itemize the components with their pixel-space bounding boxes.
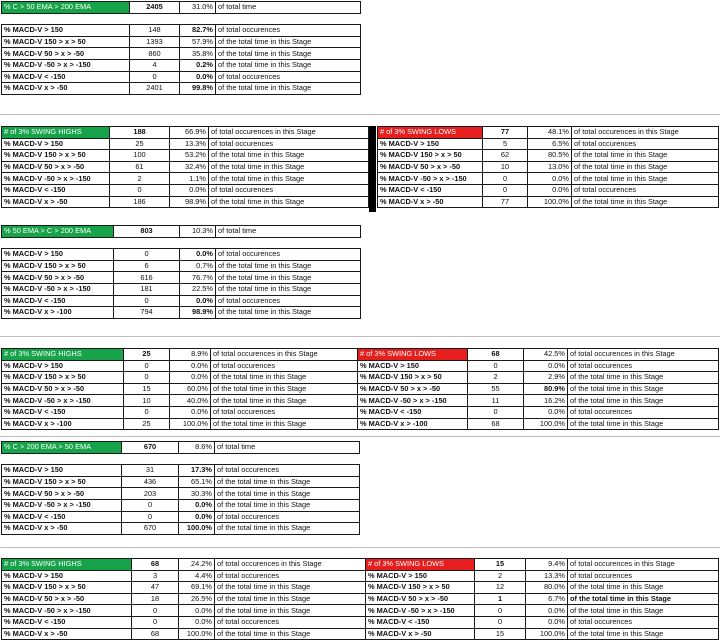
table-row: % MACD-V 50 > x > -50 1 6.7% of the total time in this Stage — [366, 593, 719, 605]
stage1-count: 2405 — [130, 2, 180, 14]
stage2-pct: 10.3% — [180, 226, 216, 238]
stage2-count: 803 — [114, 226, 180, 238]
table-row: % MACD-V -50 > x > -150 0 0.0% of the total time in this Stage — [378, 173, 719, 185]
table-row: % MACD-V -50 > x > -150 0 0.0% of the total time in this Stage — [366, 605, 719, 617]
table-row: % MACD-V < -150 0 0.0% of total occurences — [2, 406, 358, 418]
table-row: % MACD-V > 150 0 0.0% of total occurences — [2, 249, 361, 261]
table-row: % MACD-V -50 > x > -150 11 16.2% of the total time in this Stage — [358, 395, 719, 407]
table-row: % MACD-V 150 > x > 50 436 65.1% of the total time in this Stage — [2, 476, 360, 488]
table-row: % MACD-V < -150 0 0.0% of total occurences — [2, 511, 360, 523]
stage2-swing-highs-table: # of 3% SWING HIGHS 25 8.9% of total occurences in this Stage % MACD-V > 150 0 0.0% of total occurences % MACD-V 150 > x > 50 0 0.0% of the total time in this Stage % MACD-V 50 > x > -50 15 60.0% of the total time in this Stage % MACD-V -50 > x > -150 10 40.0% of the total time in this Stage % MACD-V < -150 0 0.0% of total occurences % MACD-V x > -100 25 100.0% of the total time in this Stage — [1, 348, 358, 430]
black-separator-bar — [369, 126, 376, 212]
table-row: % MACD-V < -150 0 0.0% of total occurences — [366, 616, 719, 628]
stage1-swing-highs-table: # of 3% SWING HIGHS 188 66.9% of total occurences in this Stage % MACD-V > 150 25 13.3% of total occurences % MACD-V 150 > x > 50 100 53.2% of the total time in this Stage % MACD-V 50 > x > -50 61 32.4% of the total time in this Stage % MACD-V -50 > x > -150 2 1.1% of the total time in this Stage % MACD-V < -150 0 0.0% of total occurences % MACD-V x > -50 186 98.9% of the total time in this Stage — [1, 126, 369, 208]
table-row: % MACD-V > 150 31 17.3% of total occurences — [2, 465, 360, 477]
stage3-header-row — [2, 442, 360, 454]
stage3-pct: 8.6% — [179, 442, 215, 454]
table-row: % MACD-V 50 > x > -50 18 26.5% of the total time in this Stage — [2, 593, 366, 605]
section-divider — [0, 336, 720, 337]
stage3-swing-lows-table: # of 3% SWING LOWS 15 9.4% of total occurences in this Stage % MACD-V > 150 2 13.3% of total occurences % MACD-V 150 > x > 50 12 80.0% of the total time in this Stage % MACD-V 50 > x > -50 1 6.7% of the total time in this Stage % MACD-V -50 > x > -150 0 0.0% of the total time in this Stage % MACD-V < -150 0 0.0% of total occurences % MACD-V x > -50 15 100.0% of the total time in this Stage — [365, 558, 719, 640]
table-row: % MACD-V x > -50 186 98.9% of the total time in this Stage — [2, 196, 369, 208]
section-divider — [0, 547, 720, 548]
table-row: % MACD-V > 150 5 6.5% of total occurences — [378, 138, 719, 150]
section-divider — [0, 436, 720, 437]
table-row: % MACD-V -50 > x > -150 181 22.5% of the total time in this Stage — [2, 283, 361, 295]
table-row: % MACD-V < -150 0 0.0% of total occurences — [2, 616, 366, 628]
spacer-row — [2, 453, 360, 465]
stage3-swing-highs-table: # of 3% SWING HIGHS 68 24.2% of total occurences in this Stage % MACD-V > 150 3 4.4% of total occurences % MACD-V 150 > x > 50 47 69.1% of the total time in this Stage % MACD-V 50 > x > -50 18 26.5% of the total time in this Stage % MACD-V -50 > x > -150 0 0.0% of the total time in this Stage % MACD-V < -150 0 0.0% of total occurences % MACD-V x > -50 68 100.0% of the total time in this Stage — [1, 558, 366, 640]
table-row: % MACD-V 50 > x > -50 860 35.8% of the total time in this Stage — [2, 48, 361, 60]
stage3-desc: of total time — [215, 442, 360, 454]
table-row: % MACD-V > 150 25 13.3% of total occurences — [2, 138, 369, 150]
table-row: % MACD-V 150 > x > 50 2 2.9% of the total time in this Stage — [358, 372, 719, 384]
section-divider — [0, 114, 720, 115]
table-row: % MACD-V > 150 148 82.7% of total occurences — [2, 25, 361, 37]
stage2-label: % 50 EMA > C > 200 EMA — [2, 226, 114, 238]
table-row: % MACD-V 50 > x > -50 10 13.0% of the total time in this Stage — [378, 161, 719, 173]
table-row: % MACD-V 50 > x > -50 15 60.0% of the total time in this Stage — [2, 383, 358, 395]
table-row: % MACD-V < -150 0 0.0% of total occurences — [2, 184, 369, 196]
table-row: % MACD-V 150 > x > 50 6 0.7% of the total time in this Stage — [2, 260, 361, 272]
table-row: % MACD-V 150 > x > 50 12 80.0% of the total time in this Stage — [366, 582, 719, 594]
stage3-count: 670 — [122, 442, 179, 454]
table-row: % MACD-V x > -50 670 100.0% of the total time in this Stage — [2, 523, 360, 535]
table-row: % MACD-V -50 > x > -150 2 1.1% of the total time in this Stage — [2, 173, 369, 185]
table-row: % MACD-V 50 > x > -50 61 32.4% of the total time in this Stage — [2, 161, 369, 173]
table-row: % MACD-V 50 > x > -50 616 76.7% of the total time in this Stage — [2, 272, 361, 284]
table-row: % MACD-V 150 > x > 50 47 69.1% of the total time in this Stage — [2, 582, 366, 594]
table-row: % MACD-V x > -100 794 98.9% of the total time in this Stage — [2, 307, 361, 319]
stage3-label: % C > 200 EMA > 50 EMA — [2, 442, 122, 454]
table-row: % MACD-V > 150 0 0.0% of total occurences — [358, 360, 719, 372]
table-row: % MACD-V 50 > x > -50 55 80.9% of the total time in this Stage — [358, 383, 719, 395]
stage1-header-row — [2, 2, 361, 14]
stage1-summary-table — [1, 1, 361, 95]
table-row: % MACD-V 50 > x > -50 203 30.3% of the total time in this Stage — [2, 488, 360, 500]
table-row: % MACD-V 150 > x > 50 62 80.5% of the total time in this Stage — [378, 150, 719, 162]
stage2-desc: of total time — [216, 226, 361, 238]
table-row: % MACD-V > 150 2 13.3% of total occurences — [366, 570, 719, 582]
table-row: % MACD-V x > -50 15 100.0% of the total time in this Stage — [366, 628, 719, 640]
table-row: % MACD-V 150 > x > 50 0 0.0% of the total time in this Stage — [2, 372, 358, 384]
table-row: % MACD-V < -150 0 0.0% of total occurences — [2, 295, 361, 307]
table-row: % MACD-V 150 > x > 50 100 53.2% of the total time in this Stage — [2, 150, 369, 162]
table-row: % MACD-V -50 > x > -150 10 40.0% of the total time in this Stage — [2, 395, 358, 407]
table-row: % MACD-V < -150 0 0.0% of total occurences — [358, 406, 719, 418]
stage1-desc: of total time — [216, 2, 361, 14]
stage1-pct: 31.0% — [180, 2, 216, 14]
table-row: % MACD-V -50 > x > -150 0 0.0% of the total time in this Stage — [2, 605, 366, 617]
spacer-row — [2, 13, 361, 25]
stage1-swing-lows-table: # of 3% SWING LOWS 77 48.1% of total occurences in this Stage % MACD-V > 150 5 6.5% of total occurences % MACD-V 150 > x > 50 62 80.5% of the total time in this Stage % MACD-V 50 > x > -50 10 13.0% of the total time in this Stage % MACD-V -50 > x > -150 0 0.0% of the total time in this Stage % MACD-V < -150 0 0.0% of total occurences % MACD-V x > -50 77 100.0% of the total time in this Stage — [377, 126, 719, 208]
stage2-summary-table — [1, 225, 361, 319]
table-row: % MACD-V x > -50 77 100.0% of the total time in this Stage — [378, 196, 719, 208]
table-row: % MACD-V x > -100 25 100.0% of the total time in this Stage — [2, 418, 358, 430]
stage2-swing-lows-table: # of 3% SWING LOWS 68 42.5% of total occurences in this Stage % MACD-V > 150 0 0.0% of total occurences % MACD-V 150 > x > 50 2 2.9% of the total time in this Stage % MACD-V 50 > x > -50 55 80.9% of the total time in this Stage % MACD-V -50 > x > -150 11 16.2% of the total time in this Stage % MACD-V < -150 0 0.0% of total occurences % MACD-V x > -100 68 100.0% of the total time in this Stage — [357, 348, 719, 430]
stage1-label: % C > 50 EMA > 200 EMA — [2, 2, 130, 14]
table-row: % MACD-V x > -50 68 100.0% of the total time in this Stage — [2, 628, 366, 640]
table-row: % MACD-V 150 > x > 50 1393 57.9% of the total time in this Stage — [2, 36, 361, 48]
table-row: % MACD-V -50 > x > -150 0 0.0% of the total time in this Stage — [2, 499, 360, 511]
table-row: % MACD-V x > -50 2401 99.8% of the total time in this Stage — [2, 83, 361, 95]
spacer-row — [2, 237, 361, 249]
stage2-header-row — [2, 226, 361, 238]
table-row: % MACD-V -50 > x > -150 4 0.2% of the total time in this Stage — [2, 59, 361, 71]
stage3-summary-table — [1, 441, 360, 535]
table-row: % MACD-V < -150 0 0.0% of total occurences — [2, 71, 361, 83]
table-row: % MACD-V > 150 0 0.0% of total occurences — [2, 360, 358, 372]
table-row: % MACD-V > 150 3 4.4% of total occurences — [2, 570, 366, 582]
table-row: % MACD-V x > -100 68 100.0% of the total time in this Stage — [358, 418, 719, 430]
table-row: % MACD-V < -150 0 0.0% of total occurences — [378, 184, 719, 196]
